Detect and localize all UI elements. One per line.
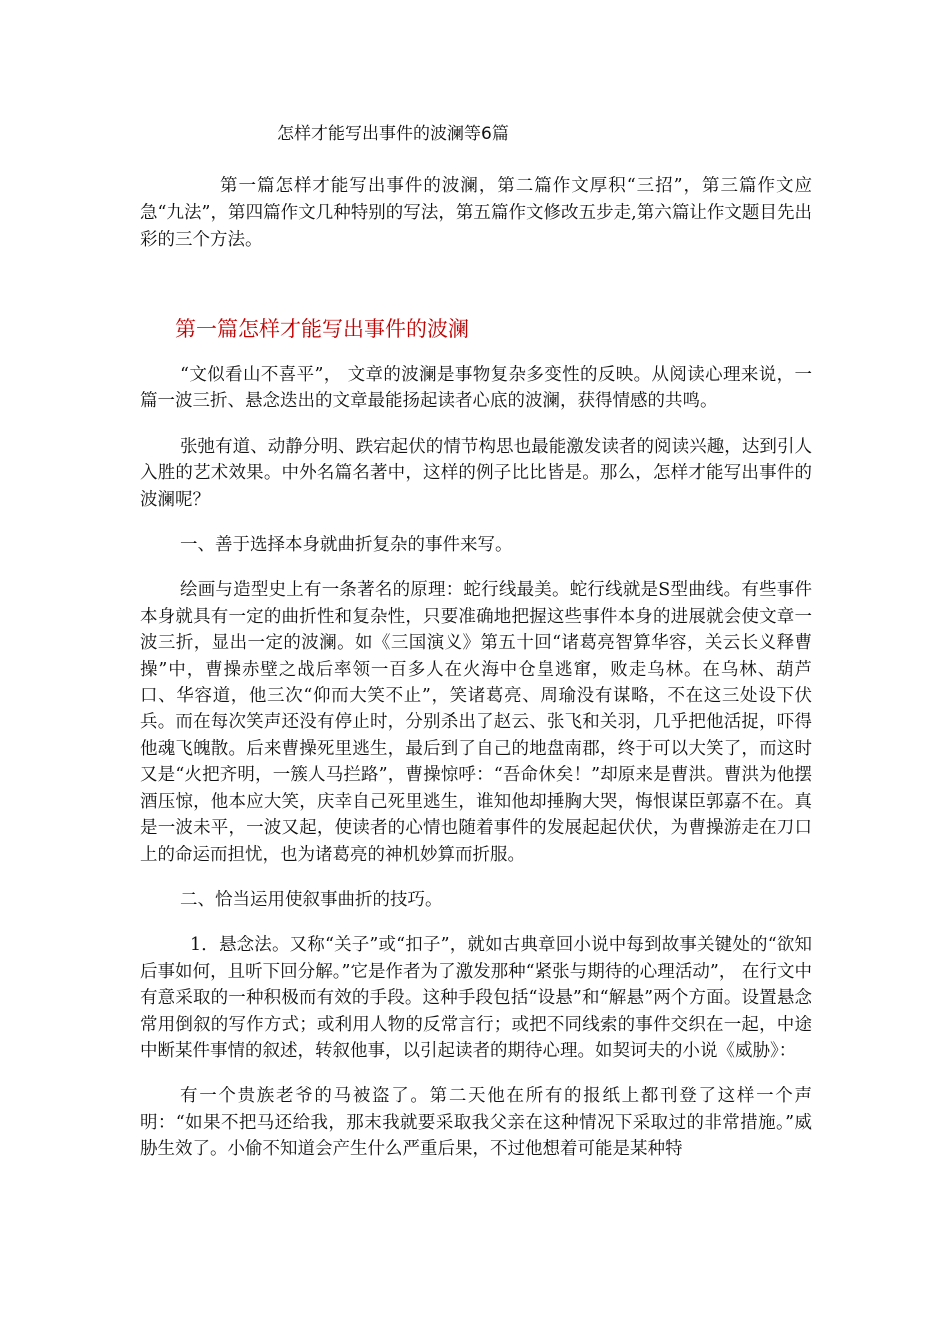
document-body (140, 362, 812, 1182)
subheading-one: 一、善于选择本身就曲折复杂的事件来写。 (180, 535, 513, 556)
document-summary: 第一篇怎样才能写出事件的波澜，第二篇作文厚积“三招”，第三篇作文应急“九法”，第四篇作文几种特别的写法，第五篇作文修改五步走,第六篇让作文题目先出彩的三个方法。 (140, 176, 812, 250)
document-title: 怎样才能写出事件的波澜等6篇 (277, 124, 509, 144)
paragraph-intro: “文似看山不喜平”， 文章的波澜是事物复杂多变性的反映。从阅读心理来说，一篇一波三折、悬念迭出的文章最能扬起读者心底的波澜，获得情感的共鸣。 (140, 365, 812, 412)
paragraph-suspense-method: 1．悬念法。又称“关子”或“扣子”，就如古典章回小说中每到故事关键处的“欲知后事如何，且听下回分解。”它是作者为了激发那种“紧张与期待的心理活动”， 在行文中有意采取的一种积极而有效的手段。这种手段包括“设悬”和“解悬”两个方面。设置悬念常用倒叙的写作方式；或利用人物的反常言行；或把不同线索的事件交织在一起，中途中断某件事情的叙述，转叙他事，以引起读者的期待心理。如契诃夫的小说《威胁》： (140, 935, 812, 1061)
paragraph-threat-story: 有一个贵族老爷的马被盗了。第二天他在所有的报纸上都刊登了这样一个声明：“如果不把马还给我，那末我就要采取我父亲在这种情况下采取过的非常措施。”威胁生效了。小偷不知道会产生什么严重后果，不过他想着可能是某种特 (140, 1086, 812, 1160)
subheading-two: 二、恰当运用使叙事曲折的技巧。 (180, 889, 443, 910)
paragraph-question: 张弛有道、动静分明、跌宕起伏的情节构思也最能激发读者的阅读兴趣，达到引人入胜的艺术效果。中外名篇名著中，这样的例子比比皆是。那么，怎样才能写出事件的波澜呢？ (140, 436, 812, 510)
section-heading: 第一篇怎样才能写出事件的波澜 (175, 317, 469, 341)
paragraph-example-sanguo: 绘画与造型史上有一条著名的原理：蛇行线最美。蛇行线就是S型曲线。有些事件本身就具有一定的曲折性和复杂性，只要准确地把握这些事件本身的进展就会使文章一波三折，显出一定的波澜。如《三国演义》第五十回“诸葛亮智算华容，关云长义释曹操”中，曹操赤壁之战后率领一百多人在火海中仓皇逃窜，败走乌林。在乌林、葫芦口、华容道，他三次“仰而大笑不止”，笑诸葛亮、周瑜没有谋略，不在这三处设下伏兵。而在每次笑声还没有停止时，分别杀出了赵云、张飞和关羽，几乎把他活捉，吓得他魂飞魄散。后来曹操死里逃生，最后到了自己的地盘南郡，终于可以大笑了，而这时又是“火把齐明，一簇人马拦路”，曹操惊呼：“吾命休矣！”却原来是曹洪。曹洪为他摆酒压惊，他本应大笑，庆幸自己死里逃生，谁知他却捶胸大哭，悔恨谋臣郭嘉不在。真是一波未平，一波又起，使读者的心情也随着事件的发展起起伏伏，为曹操游走在刀口上的命运而担忧，也为诸葛亮的神机妙算而折服。 (140, 580, 812, 865)
